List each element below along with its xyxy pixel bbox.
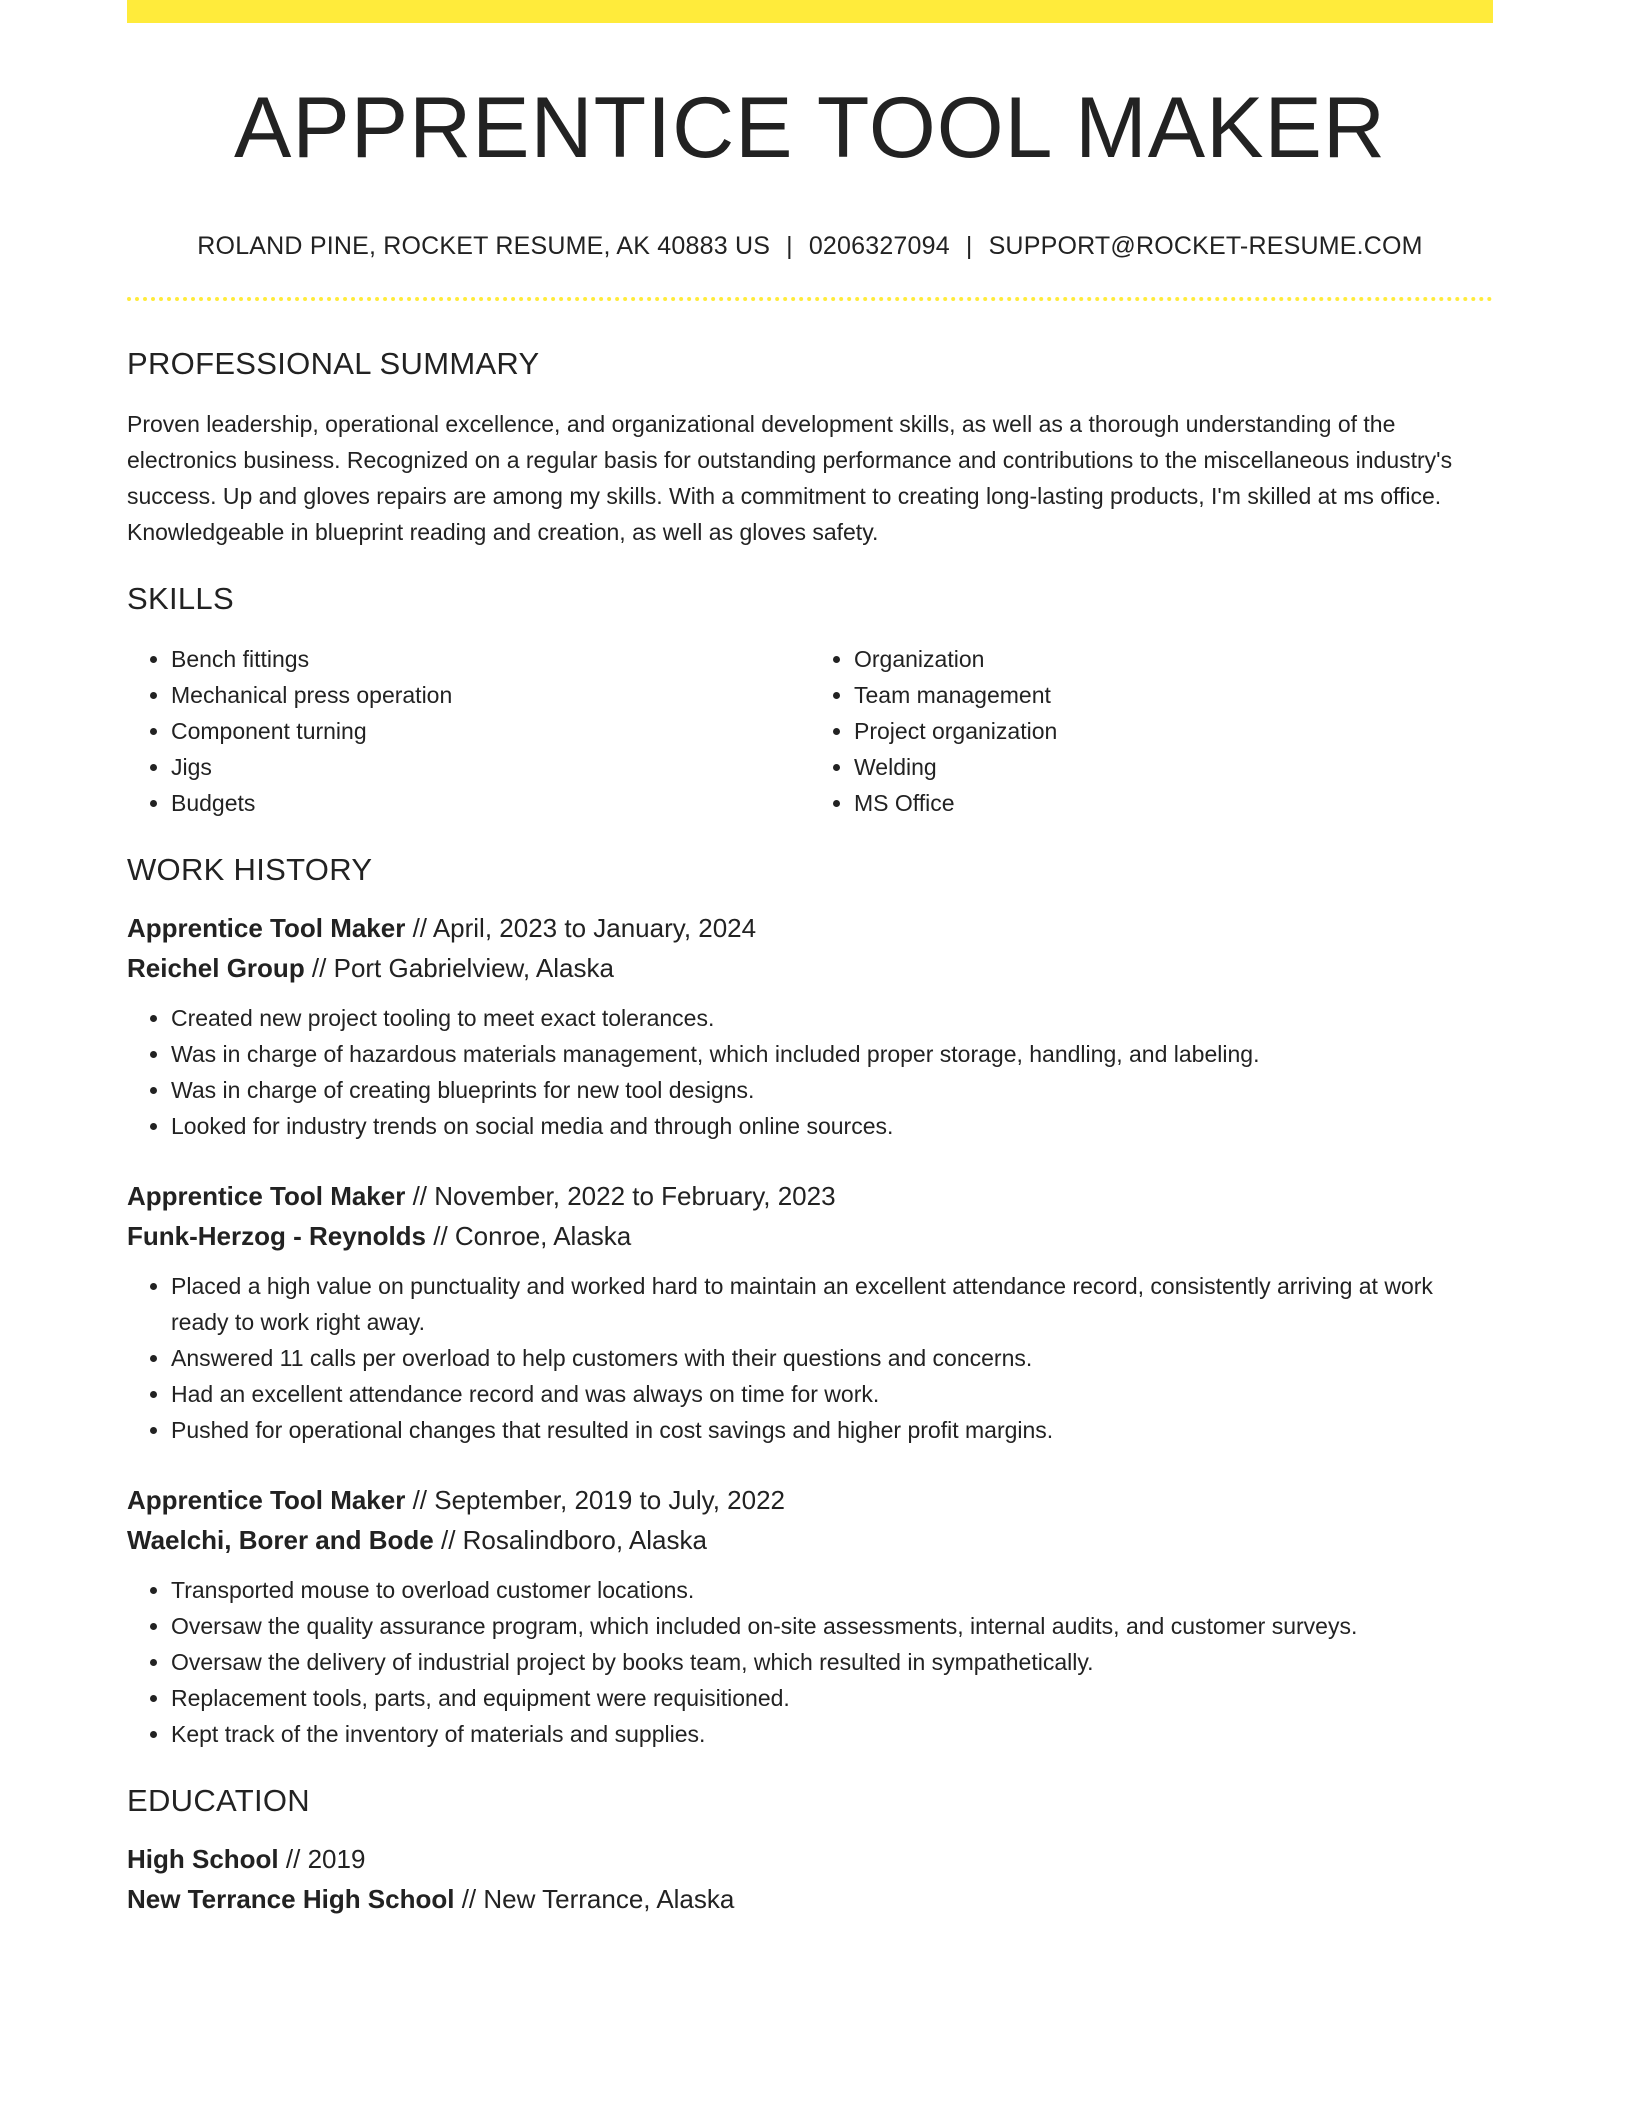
job-bullets: [127, 1572, 1493, 1752]
job-location: // Conroe, Alaska: [426, 1221, 632, 1252]
education-degree-line: [127, 1839, 1493, 1879]
job-bullets: [127, 1000, 1493, 1144]
job-bullet: • Answered 11 calls per overload to help customers with their questions and concerns.: [171, 1340, 1493, 1376]
job-company-line: [127, 1520, 1493, 1560]
job-bullet: • Pushed for operational changes that resulted in cost savings and higher profit margins.: [171, 1412, 1493, 1448]
job-location: // Port Gabrielview, Alaska: [304, 953, 614, 984]
job-bullets: [127, 1268, 1493, 1448]
job-bullet: • Created new project tooling to meet exact tolerances.: [171, 1000, 1493, 1036]
skills-column-right: [810, 641, 1493, 821]
education-year: // 2019: [278, 1844, 366, 1875]
skill-item: • Project organization: [854, 713, 1493, 749]
job-dates: // September, 2019 to July, 2022: [405, 1485, 786, 1516]
dotted-divider: [127, 297, 1493, 301]
job-bullet: • Oversaw the quality assurance program, which included on-site assessments, internal audits, and customer surveys.: [171, 1608, 1493, 1644]
skill-item: • Organization: [854, 641, 1493, 677]
job-title-line: [127, 908, 1493, 948]
job-dates: // April, 2023 to January, 2024: [405, 913, 757, 944]
contact-phone: 0206327094: [808, 231, 950, 260]
skills-list: [127, 641, 1493, 821]
job-entry: [127, 908, 1493, 1144]
contact-address: ROLAND PINE, ROCKET RESUME, AK 40883 US: [197, 231, 771, 260]
skill-item: • Component turning: [171, 713, 810, 749]
job-bullet: • Placed a high value on punctuality and worked hard to maintain an excellent attendance record, consistently arriving at work ready to work right away.: [171, 1268, 1493, 1340]
work-history-heading: WORK HISTORY: [127, 851, 373, 887]
resume-title: APPRENTICE TOOL MAKER: [233, 80, 1387, 176]
job-entry: [127, 1176, 1493, 1448]
skill-item: • Jigs: [171, 749, 810, 785]
job-location: // Rosalindboro, Alaska: [433, 1525, 707, 1556]
job-bullet: • Oversaw the delivery of industrial project by books team, which resulted in sympathetically.: [171, 1644, 1493, 1680]
skills-heading: SKILLS: [127, 580, 234, 616]
job-company-line: [127, 948, 1493, 988]
education-degree: High School: [127, 1844, 279, 1875]
job-title-line: [127, 1480, 1493, 1520]
skill-item: • Budgets: [171, 785, 810, 821]
job-bullet: • Was in charge of creating blueprints for new tool designs.: [171, 1072, 1493, 1108]
education-school-line: [127, 1879, 1493, 1919]
resume-page: [127, 0, 1493, 1919]
job-bullet: • Looked for industry trends on social media and through online sources.: [171, 1108, 1493, 1144]
top-accent-bar: [127, 0, 1493, 23]
contact-line: [127, 232, 1493, 261]
job-title: Apprentice Tool Maker: [127, 1181, 406, 1212]
job-company: Reichel Group: [127, 953, 305, 984]
contact-separator: |: [965, 231, 973, 260]
skill-item: • Welding: [854, 749, 1493, 785]
job-bullet: • Replacement tools, parts, and equipment were requisitioned.: [171, 1680, 1493, 1716]
skill-item: • Mechanical press operation: [171, 677, 810, 713]
job-company-line: [127, 1216, 1493, 1256]
contact-email[interactable]: SUPPORT@ROCKET-RESUME.COM: [988, 231, 1423, 260]
job-title-line: [127, 1176, 1493, 1216]
job-company: Funk-Herzog - Reynolds: [127, 1221, 427, 1252]
job-bullet: • Had an excellent attendance record and was always on time for work.: [171, 1376, 1493, 1412]
job-bullet: • Was in charge of hazardous materials management, which included proper storage, handling, and labeling.: [171, 1036, 1493, 1072]
job-title: Apprentice Tool Maker: [127, 1485, 406, 1516]
skill-item: • Bench fittings: [171, 641, 810, 677]
skill-item: • MS Office: [854, 785, 1493, 821]
job-bullet: • Transported mouse to overload customer locations.: [171, 1572, 1493, 1608]
education-location: // New Terrance, Alaska: [454, 1884, 735, 1915]
contact-separator: |: [786, 231, 793, 260]
skill-item: • Team management: [854, 677, 1493, 713]
summary-text: Proven leadership, operational excellence, and organizational development skills, as well as a thorough understanding of the electronics business. Recognized on a regular basis for outstanding performance and contributions to the miscellaneous industry's success. Up and gloves repairs are among my skills. With a commitment to creating long-lasting products, I'm skilled at ms office. Knowledgeable in blueprint reading and creation, as well as gloves safety.: [127, 410, 1453, 545]
job-bullet: • Kept track of the inventory of materials and supplies.: [171, 1716, 1493, 1752]
job-company: Waelchi, Borer and Bode: [127, 1525, 434, 1556]
skills-column-left: [127, 641, 810, 821]
job-title: Apprentice Tool Maker: [127, 913, 406, 944]
education-entry: [127, 1839, 1493, 1919]
education-heading: EDUCATION: [127, 1783, 310, 1819]
summary-heading: PROFESSIONAL SUMMARY: [127, 345, 540, 381]
job-entry: [127, 1480, 1493, 1752]
job-dates: // November, 2022 to February, 2023: [405, 1181, 836, 1212]
education-school: New Terrance High School: [127, 1884, 455, 1915]
